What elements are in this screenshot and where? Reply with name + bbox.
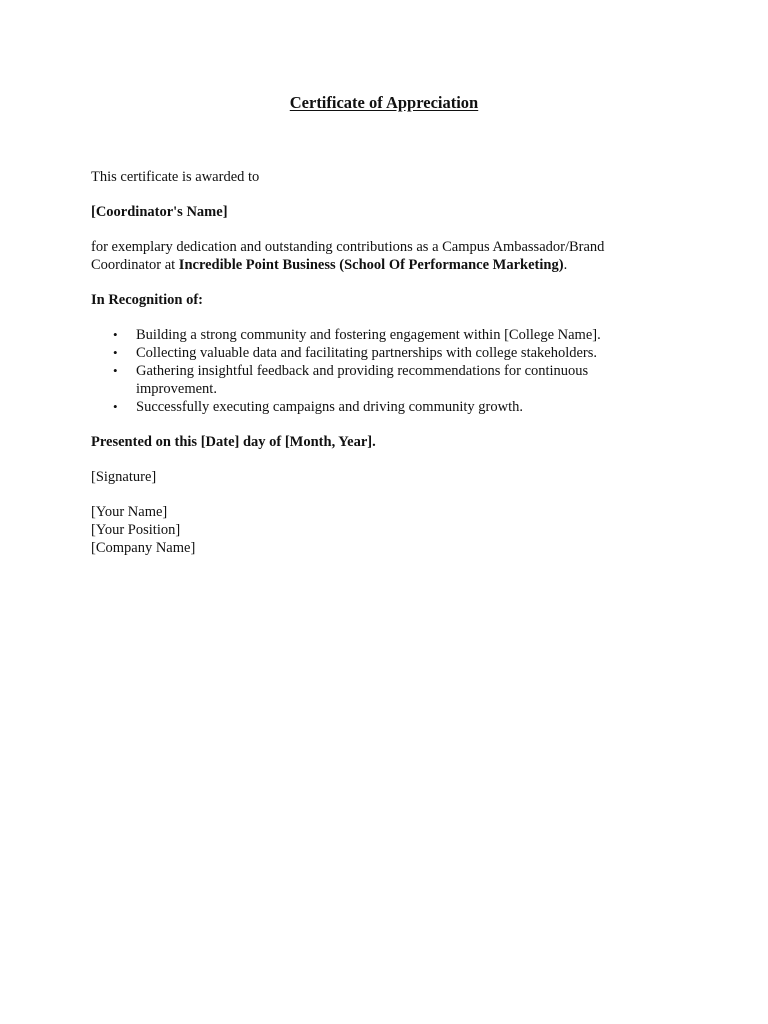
signature-placeholder: [Signature] (91, 469, 157, 485)
signer-company: [Company Name] (91, 540, 196, 556)
recipient-name: [Coordinator's Name] (91, 204, 228, 220)
dedication-paragraph (91, 238, 651, 274)
certificate-title: Certificate of Appreciation (289, 93, 479, 112)
recognition-heading: In Recognition of: (91, 292, 203, 308)
list-item (91, 326, 651, 344)
awarded-to-text: This certificate is awarded to (91, 169, 260, 185)
signer-name: [Your Name] (91, 504, 168, 520)
achievement-text: Successfully executing campaigns and driving community growth. (136, 399, 523, 415)
list-item (91, 362, 651, 398)
signer-block (91, 503, 651, 557)
dedication-text-start: for exemplary dedication and outstanding contributions as a Campus Ambassador/Brand Coordinator at (91, 239, 605, 273)
bullet-icon: • (113, 363, 118, 378)
organization-name: Incredible Point Business (School Of Performance Marketing) (178, 257, 564, 273)
certificate-body (91, 168, 651, 557)
presented-date-line: Presented on this [Date] day of [Month, Year]. (91, 434, 376, 450)
achievement-text: Gathering insightful feedback and providing recommendations for continuous improvement. (136, 363, 589, 397)
list-item (91, 344, 651, 362)
bullet-icon: • (113, 327, 118, 342)
bullet-icon: • (113, 399, 118, 414)
bullet-icon: • (113, 345, 118, 360)
signer-position: [Your Position] (91, 522, 181, 538)
list-item (91, 398, 651, 416)
dedication-text-end: . (563, 257, 568, 273)
achievement-text: Building a strong community and fostering engagement within [College Name]. (136, 327, 601, 343)
achievements-list (91, 326, 651, 416)
achievement-text: Collecting valuable data and facilitating partnerships with college stakeholders. (136, 345, 598, 361)
